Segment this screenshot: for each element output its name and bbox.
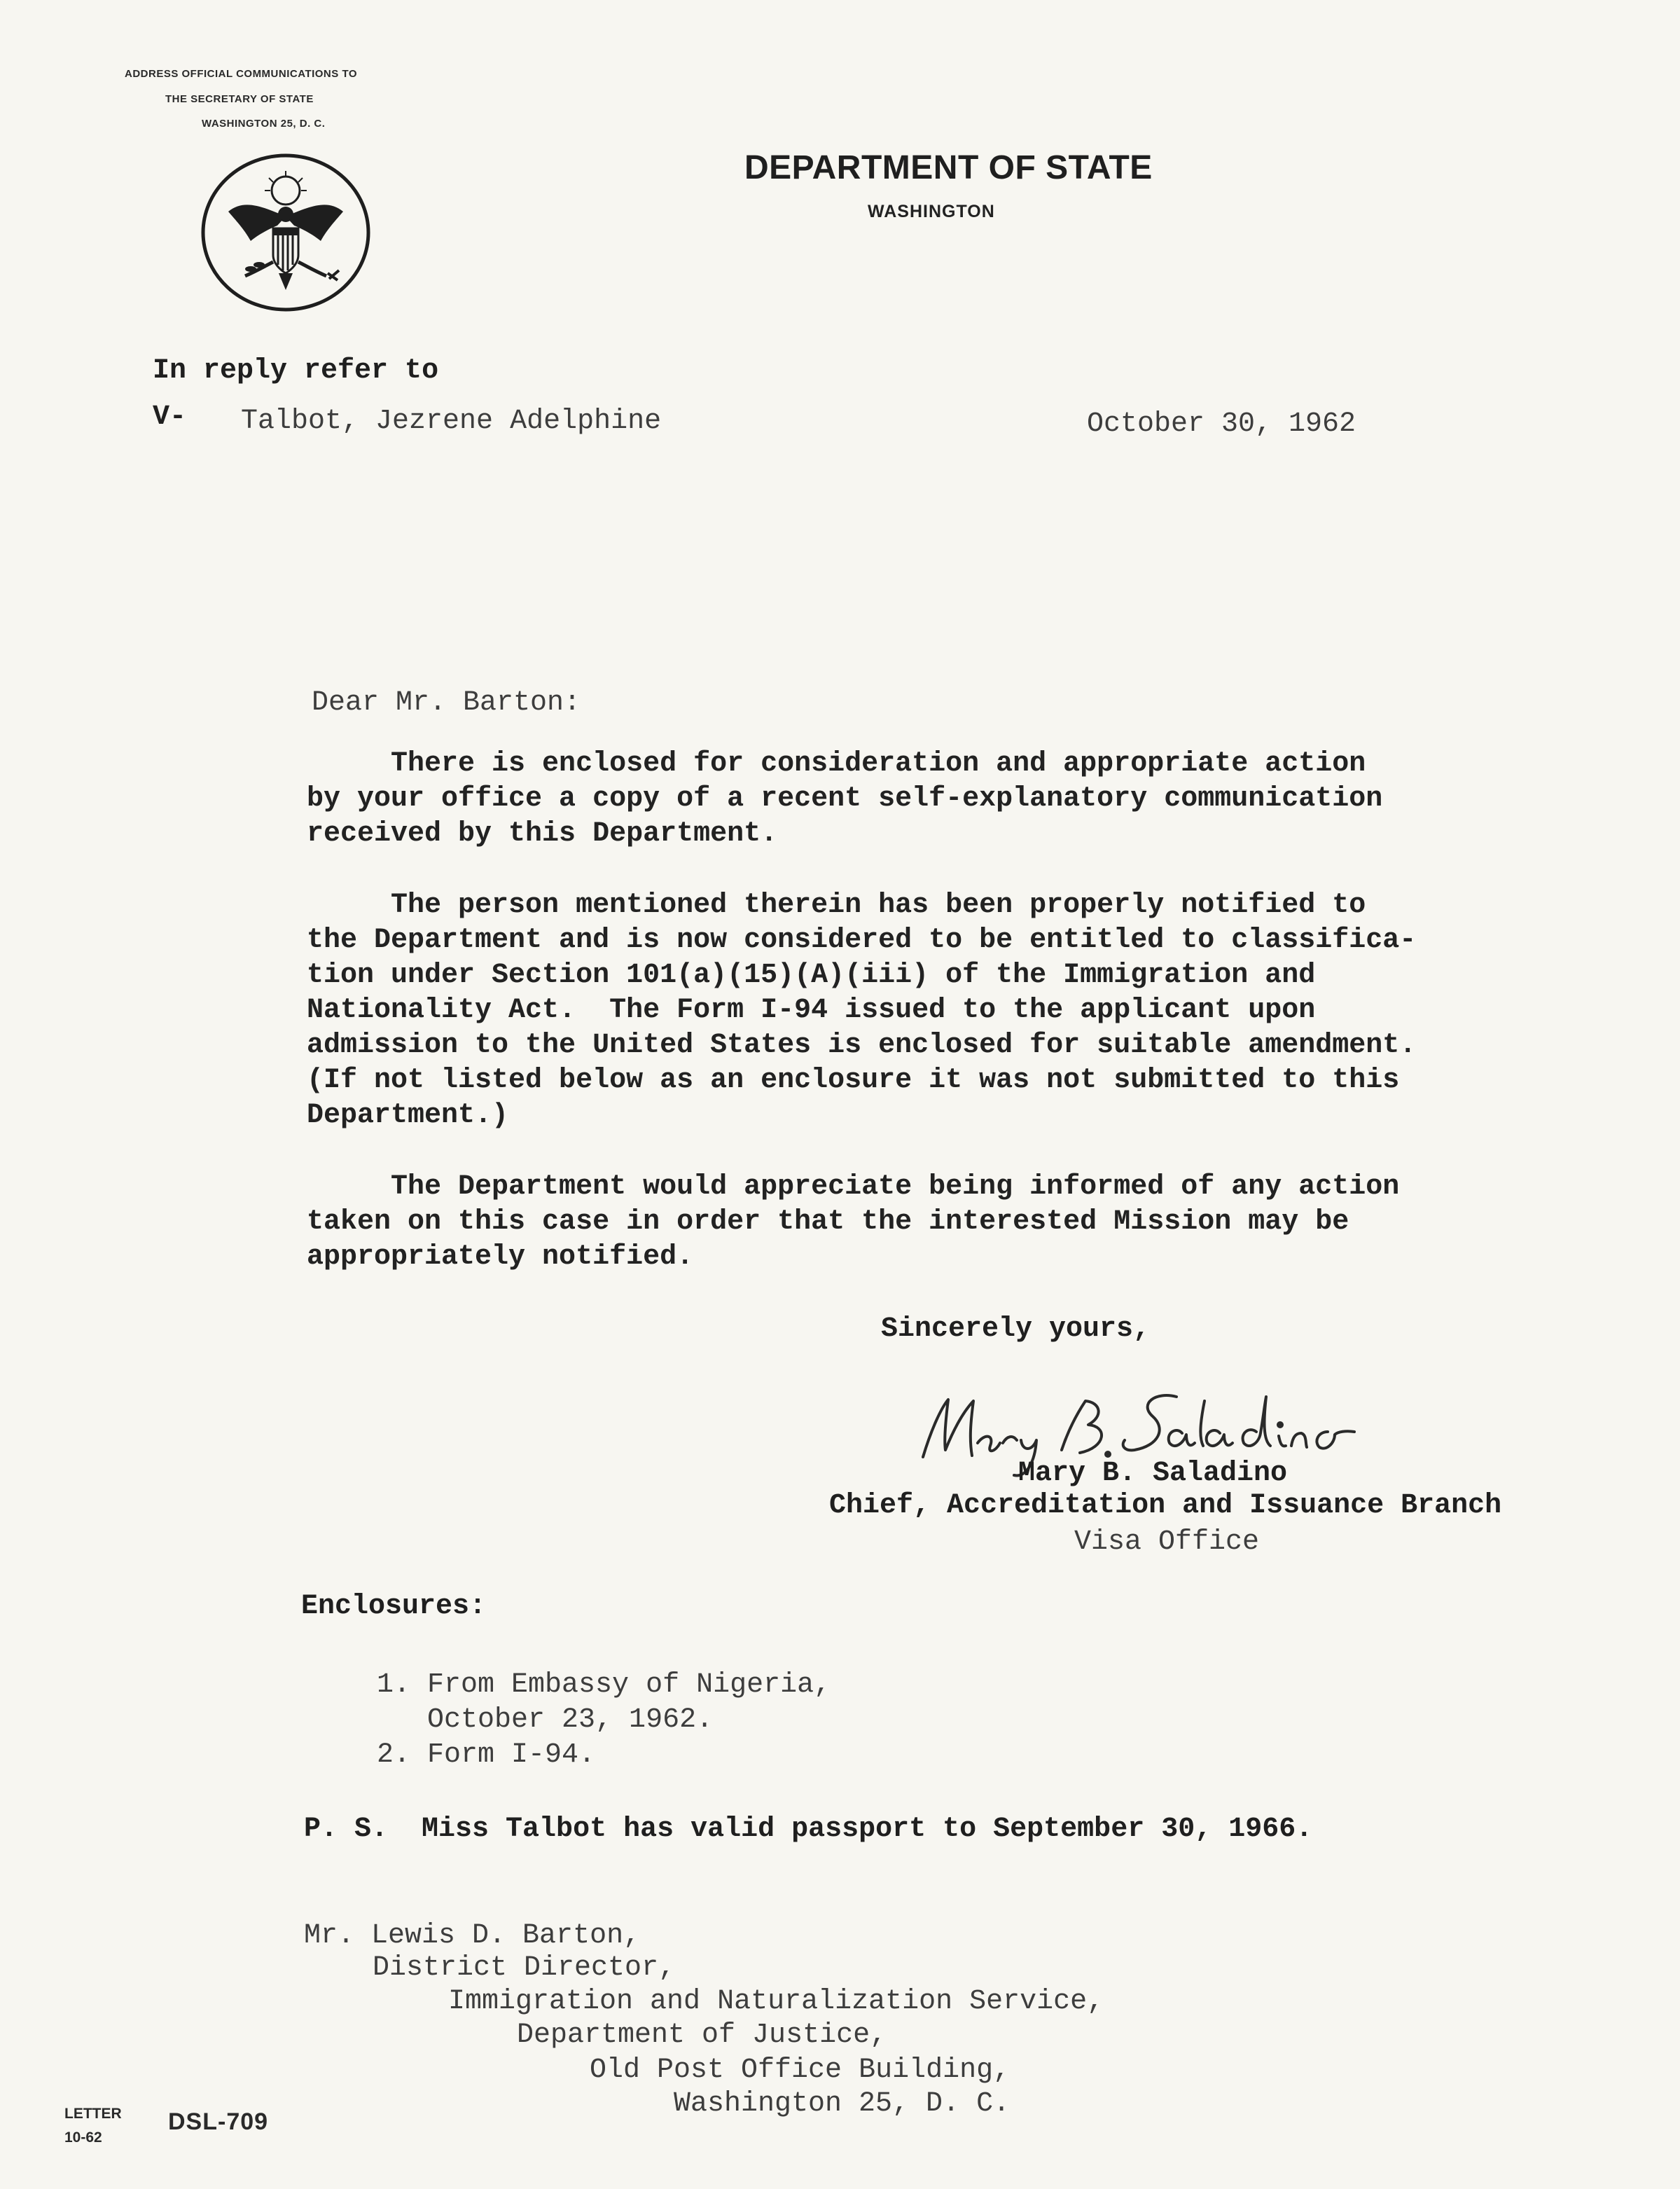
paragraph-line: taken on this case in order that the interested Mission may be: [307, 1206, 1349, 1238]
reference-code: V-: [153, 401, 187, 433]
addressee-line-5: Old Post Office Building,: [590, 2055, 1011, 2086]
addressee-line-6: Washington 25, D. C.: [674, 2088, 1011, 2120]
form-stamp: DSL-709: [168, 2108, 269, 2135]
paragraph-line: the Department and is now considered to be entitled to classifica-: [307, 925, 1417, 956]
paragraph-line: admission to the United States is enclosed for suitable amendment.: [307, 1030, 1417, 1061]
paragraph-line: Department.): [307, 1100, 509, 1131]
paragraph-line: There is enclosed for consideration and appropriate action: [307, 748, 1366, 780]
enclosure-item: 1. From Embassy of Nigeria,: [377, 1669, 831, 1701]
form-label: LETTER: [64, 2106, 122, 2122]
addressee-line-3: Immigration and Naturalization Service,: [448, 1986, 1104, 2017]
signer-name: Mary B. Saladino: [1018, 1458, 1288, 1489]
salutation: Dear Mr. Barton:: [312, 687, 581, 719]
letterhead-address-line-1: ADDRESS OFFICIAL COMMUNICATIONS TO: [125, 68, 357, 80]
enclosure-item: 2. Form I-94.: [377, 1739, 596, 1771]
paragraph-line: received by this Department.: [307, 818, 778, 850]
enclosures-label: Enclosures:: [301, 1591, 487, 1622]
enclosure-item: October 23, 1962.: [377, 1704, 714, 1736]
paragraph-line: tion under Section 101(a)(15)(A)(iii) of the Immigration and: [307, 960, 1316, 991]
postscript: P. S. Miss Talbot has valid passport to September 30, 1966.: [304, 1814, 1313, 1845]
form-date: 10-62: [64, 2129, 102, 2146]
department-city: WASHINGTON: [868, 202, 995, 221]
great-seal-icon: [195, 150, 384, 315]
addressee-line-1: Mr. Lewis D. Barton,: [304, 1920, 641, 1952]
closing: Sincerely yours,: [881, 1313, 1151, 1345]
reference-subject: Talbot, Jezrene Adelphine: [241, 406, 662, 437]
department-title: DEPARTMENT OF STATE: [744, 149, 1153, 186]
paragraph-line: The person mentioned therein has been properly notified to: [307, 890, 1366, 921]
letterhead-address-line-2: THE SECRETARY OF STATE: [165, 93, 314, 105]
paragraph-line: (If not listed below as an enclosure it was not submitted to this: [307, 1065, 1400, 1096]
paragraph-line: by your office a copy of a recent self-explanatory communication: [307, 783, 1383, 815]
paragraph-line: The Department would appreciate being informed of any action: [307, 1171, 1400, 1203]
paragraph-line: appropriately notified.: [307, 1241, 694, 1273]
paragraph-line: Nationality Act. The Form I-94 issued to the applicant upon: [307, 995, 1316, 1026]
signer-office: Visa Office: [1074, 1526, 1260, 1558]
body-paragraph-1: [307, 747, 1497, 852]
addressee-line-4: Department of Justice,: [517, 2019, 887, 2051]
body-paragraph-2: [307, 888, 1497, 1133]
reply-reference-label: In reply refer to: [153, 355, 439, 387]
letterhead-address-line-3: WASHINGTON 25, D. C.: [202, 118, 326, 130]
letter-date: October 30, 1962: [1087, 408, 1356, 440]
signer-title: Chief, Accreditation and Issuance Branch: [829, 1490, 1502, 1521]
addressee-line-2: District Director,: [373, 1952, 676, 1984]
body-paragraph-3: [307, 1170, 1497, 1275]
